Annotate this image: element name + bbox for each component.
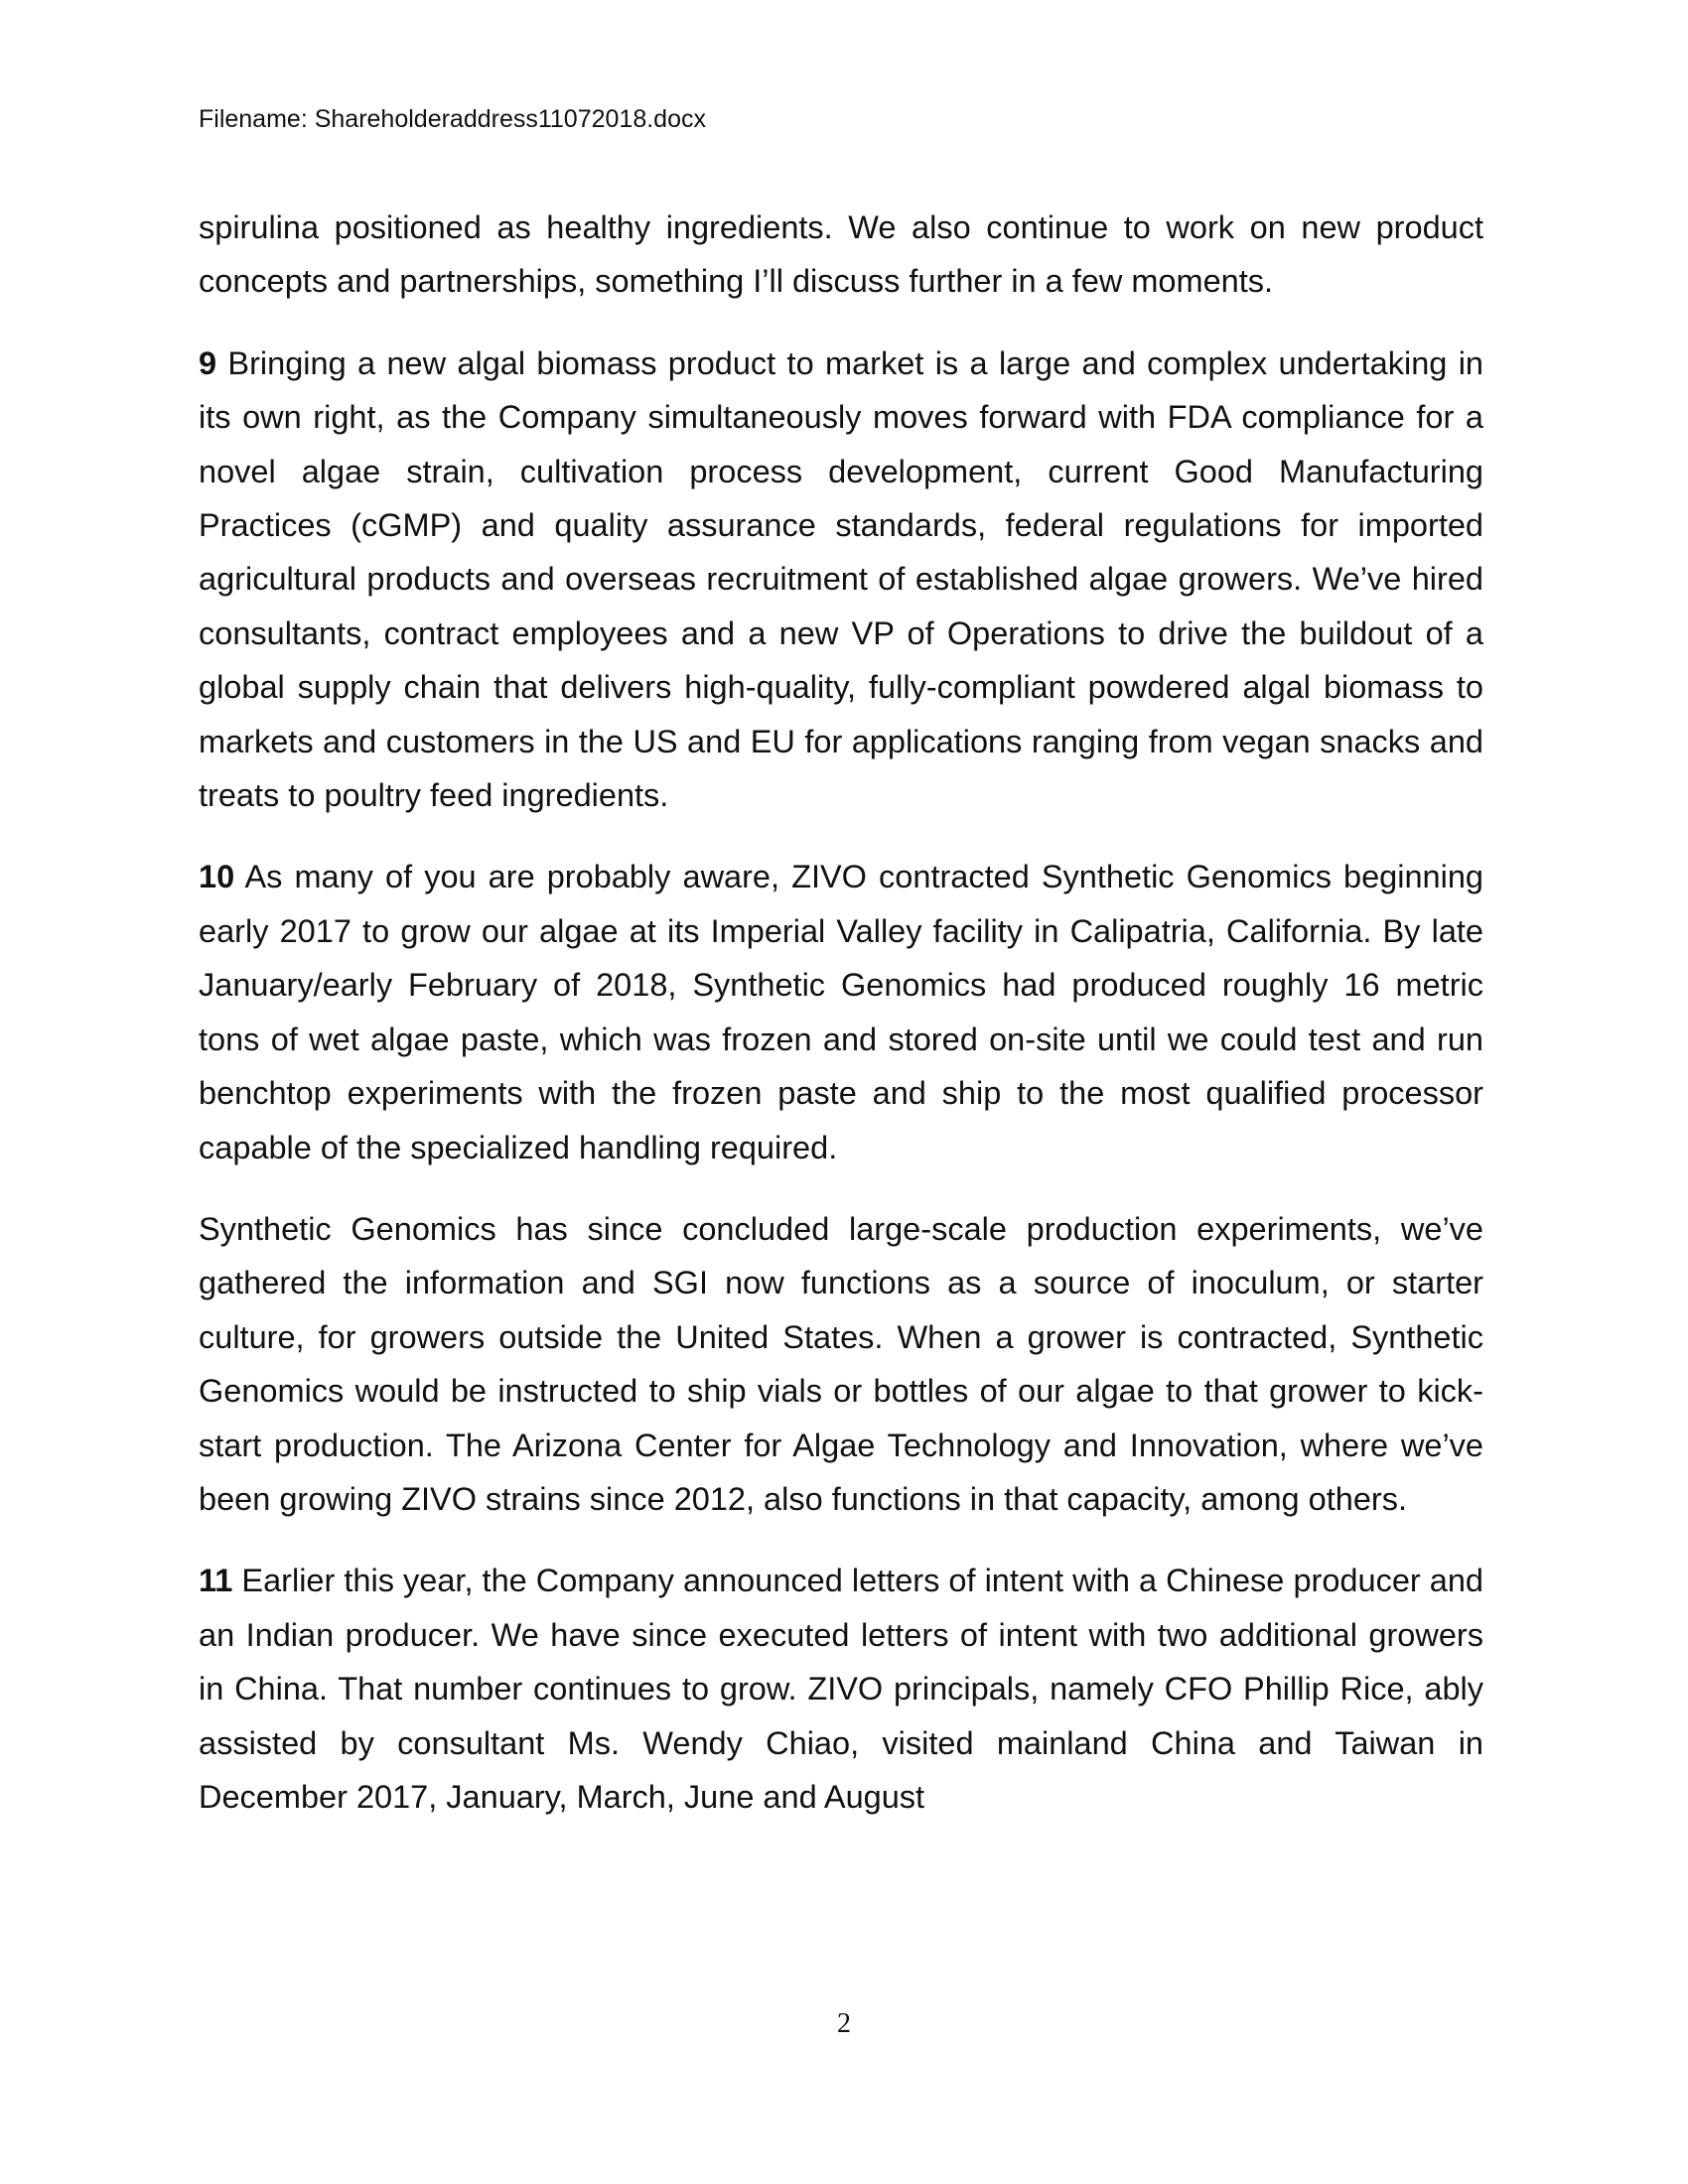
paragraph-11 <box>199 1554 1483 1824</box>
paragraph-continuation <box>199 201 1483 309</box>
paragraph-text: Synthetic Genomics has since concluded large-scale production experiments, we’ve gathered the information and SGI now functions as a source of inoculum, or starter culture, for growers outside the United States. When a grower is contracted, Synthetic Genomics would be instructed to ship vials or bottles of our algae to that grower to kick-start production. The Arizona Center for Algae Technology and Innovation, where we’ve been growing ZIVO strains since 2012, also functions in that capacity, among others. <box>199 1210 1483 1517</box>
paragraph-number: 9 <box>199 344 217 381</box>
document-filename-header: Filename: Shareholderaddress11072018.docx <box>199 105 706 133</box>
paragraph-text: spirulina positioned as healthy ingredients. We also continue to work on new product concepts and partnerships, something I’ll discuss further in a few moments. <box>199 209 1483 300</box>
paragraph-10 <box>199 850 1483 1173</box>
paragraph-number: 10 <box>199 859 235 895</box>
document-body <box>199 201 1483 1851</box>
paragraph-text: Earlier this year, the Company announced letters of intent with a Chinese producer and an Indian producer. We have since executed letters of intent with two additional growers in China. That number continues to grow. ZIVO principals, namely CFO Phillip Rice, ably assisted by consultant Ms. Wendy Chiao, visited mainland China and Taiwan in December 2017, January, March, June and August <box>199 1563 1483 1815</box>
paragraph-text: Bringing a new algal biomass product to market is a large and complex undertaking in its own right, as the Company simultaneously moves forward with FDA compliance for a novel algae strain, cultivation process development, current Good Manufacturing Practices (cGMP) and quality assurance standards, federal regulations for imported agricultural products and overseas recruitment of established algae growers. We’ve hired consultants, contract employees and a new VP of Operations to drive the buildout of a global supply chain that delivers high-quality, fully-compliant powdered algal biomass to markets and customers in the US and EU for applications ranging from vegan snacks and treats to poultry feed ingredients. <box>199 344 1483 814</box>
page-number: 2 <box>837 2008 851 2039</box>
paragraph-9 <box>199 337 1483 823</box>
paragraph-text: As many of you are probably aware, ZIVO contracted Synthetic Genomics beginning early 2017 to grow our algae at its Imperial Valley facility in Calipatria, California. By late January/early February of 2018, Synthetic Genomics had produced roughly 16 metric tons of wet algae paste, which was frozen and stored on-site until we could test and run benchtop experiments with the frozen paste and ship to the most qualified processor capable of the specialized handling required. <box>199 859 1483 1165</box>
paragraph-sgi <box>199 1202 1483 1526</box>
paragraph-number: 11 <box>199 1563 233 1599</box>
